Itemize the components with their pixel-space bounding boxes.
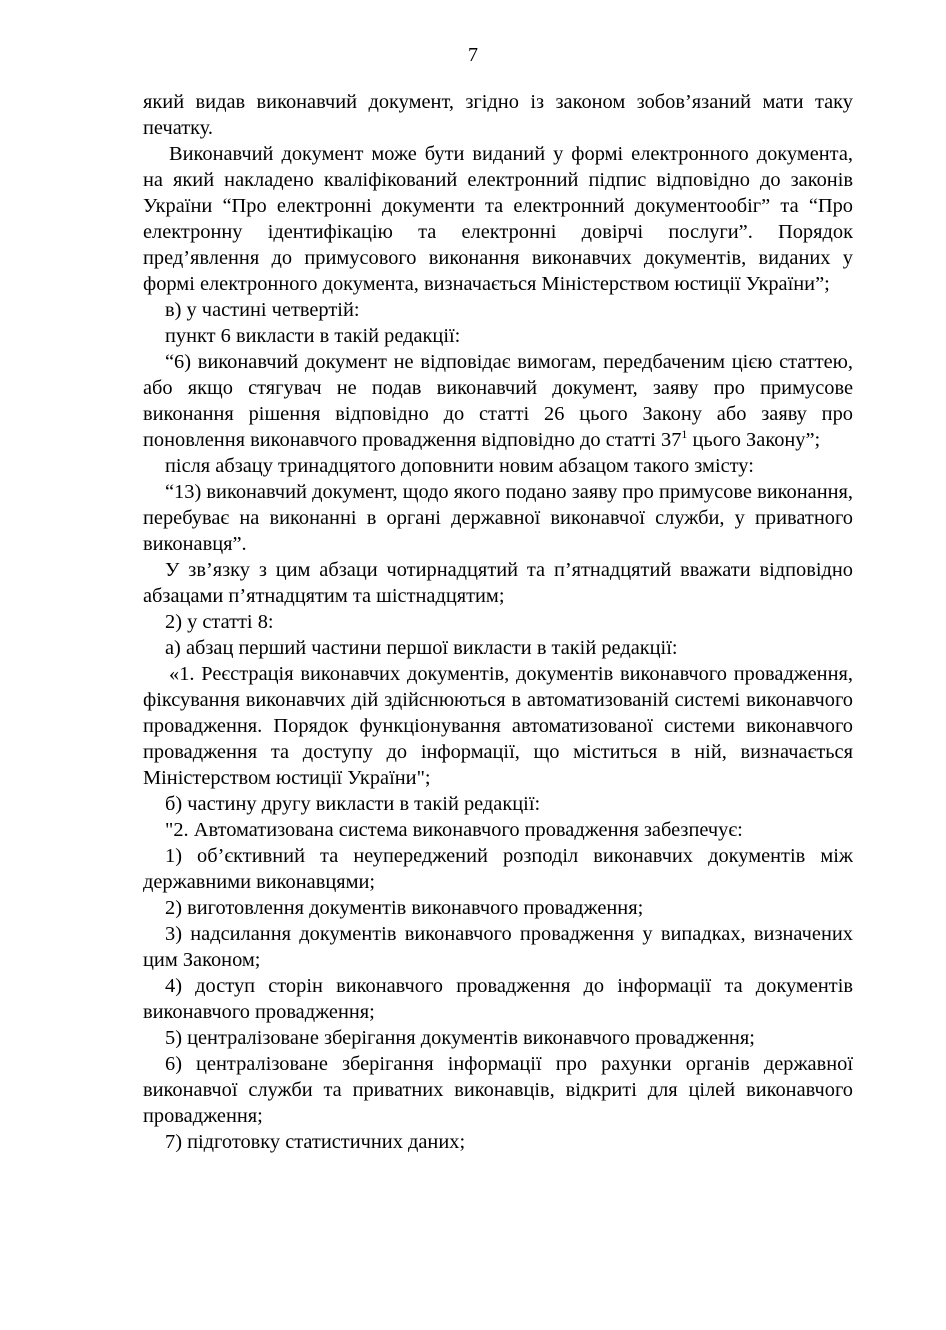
- list-item: 7) підготовку статистичних даних;: [165, 1131, 466, 1153]
- list-item: 3) надсилання документів виконавчого провадження у випадках, визначених цим Законом;: [143, 923, 853, 971]
- paragraph: який видав виконавчий документ, згідно із законом зобов’язаний мати таку печатку.: [143, 91, 853, 139]
- list-item: 6) централізоване зберігання інформації про рахунки органів державної виконавчої служби та приватних виконавців, відкриті для цілей виконавчого провадження;: [143, 1053, 853, 1127]
- paragraph-text: цього Закону”;: [687, 429, 821, 451]
- paragraph: «1. Реєстрація виконавчих документів, документів виконавчого провадження, фіксування виконавчих дій здійснюються в автоматизованій системі виконавчого провадження. Порядок функціонування автоматизованої системи виконавчого провадження та доступу до інформації, що міститься в ній, визначається Міністерством юстиції України";: [143, 663, 853, 789]
- document-body: [143, 89, 853, 1155]
- paragraph: "2. Автоматизована система виконавчого провадження забезпечує:: [165, 819, 743, 841]
- superscript: 1: [681, 427, 688, 442]
- list-item: 2) виготовлення документів виконавчого провадження;: [165, 897, 644, 919]
- list-item: 1) об’єктивний та неупереджений розподіл виконавчих документів між державними виконавцями;: [143, 845, 853, 893]
- paragraph: пункт 6 викласти в такій редакції:: [165, 325, 461, 347]
- list-item: 5) централізоване зберігання документів виконавчого провадження;: [165, 1027, 755, 1049]
- paragraph-text: “6) виконавчий документ не відповідає вимогам, передбаченим цією статтею, або якщо стягувач не подав виконавчий документ, заяву про примусове виконання рішення відповідно до статті 26 цього Закону або заяву про поновлення виконавчого провадження відповідно до статті 37: [143, 351, 853, 451]
- paragraph: У зв’язку з цим абзаци чотирнадцятий та п’ятнадцятий вважати відповідно абзацами п’ятнадцятим та шістнадцятим;: [143, 559, 853, 607]
- paragraph: після абзацу тринадцятого доповнити новим абзацом такого змісту:: [165, 455, 754, 477]
- list-item: 4) доступ сторін виконавчого провадження до інформації та документів виконавчого провадження;: [143, 975, 853, 1023]
- paragraph: “13) виконавчий документ, щодо якого подано заяву про примусове виконання, перебуває на виконанні в органі державної виконавчої служби, у приватного виконавця”.: [143, 481, 853, 555]
- paragraph: в) у частині четвертій:: [165, 299, 360, 321]
- paragraph: 2) у статті 8:: [165, 611, 274, 633]
- page-number: 7: [468, 44, 478, 66]
- paragraph: Виконавчий документ може бути виданий у формі електронного документа, на який накладено кваліфікований електронний підпис відповідно до законів України “Про електронні документи та електронний документообіг” та “Про електронну ідентифікацію та електронні довірчі послуги”. Порядок пред’явлення до примусового виконання виконавчих документів, виданих у формі електронного документа, визначається Міністерством юстиції України”;: [143, 143, 853, 295]
- paragraph: [143, 349, 853, 453]
- paragraph: а) абзац перший частини першої викласти в такій редакції:: [165, 637, 678, 659]
- paragraph: б) частину другу викласти в такій редакції:: [165, 793, 541, 815]
